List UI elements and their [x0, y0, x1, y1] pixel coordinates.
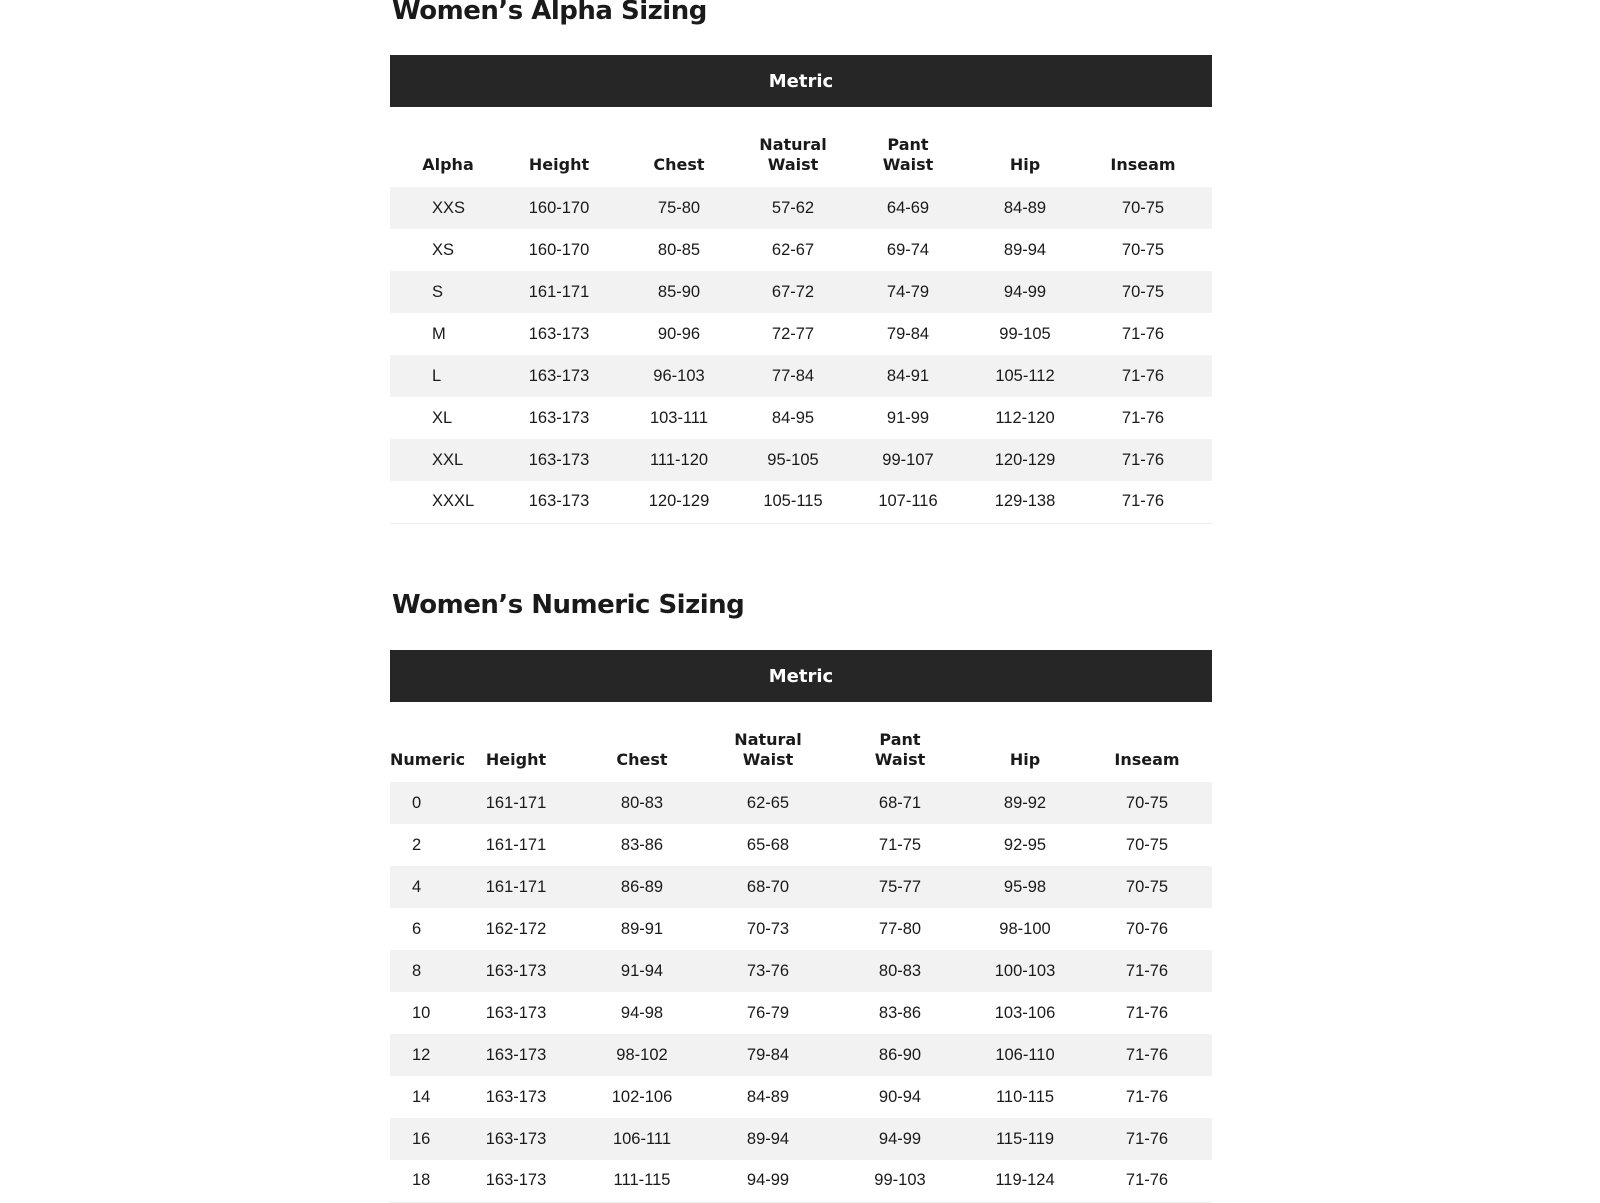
- alpha-table-row: [390, 313, 1212, 355]
- numeric-cell-inseam: 71-76: [1082, 1034, 1212, 1076]
- alpha-column-header-natural-waist: Natural Waist: [759, 135, 827, 174]
- numeric-cell-numeric: 4: [390, 866, 452, 908]
- alpha-cell-chest: 103-111: [612, 397, 746, 439]
- alpha-cell-inseam: 70-75: [1074, 229, 1212, 271]
- numeric-cell-hip: 119-124: [968, 1160, 1082, 1202]
- numeric-table-header: [390, 702, 1212, 782]
- numeric-cell-hip: 106-110: [968, 1034, 1082, 1076]
- numeric-cell-numeric: 0: [390, 782, 452, 824]
- numeric-table-row: [390, 950, 1212, 992]
- numeric-cell-chest: 83-86: [580, 824, 704, 866]
- alpha-column-header-pant-waist: Pant Waist: [882, 135, 934, 174]
- numeric-cell-natural-waist: 89-94: [704, 1118, 832, 1160]
- numeric-cell-hip: 89-92: [968, 782, 1082, 824]
- alpha-cell-inseam: 71-76: [1074, 313, 1212, 355]
- numeric-cell-height: 162-172: [452, 908, 580, 950]
- alpha-cell-pant-waist: 69-74: [840, 229, 976, 271]
- numeric-cell-hip: 110-115: [968, 1076, 1082, 1118]
- numeric-sizing-title: Women’s Numeric Sizing: [392, 590, 745, 620]
- numeric-cell-height: 163-173: [452, 1118, 580, 1160]
- numeric-cell-height: 161-171: [452, 824, 580, 866]
- numeric-cell-inseam: 71-76: [1082, 1160, 1212, 1202]
- numeric-cell-numeric: 12: [390, 1034, 452, 1076]
- alpha-column-header-chest: Chest: [653, 155, 705, 174]
- alpha-column-header-hip: Hip: [1009, 155, 1041, 174]
- alpha-cell-natural-waist: 72-77: [746, 313, 840, 355]
- alpha-cell-chest: 75-80: [612, 187, 746, 229]
- numeric-cell-natural-waist: 73-76: [704, 950, 832, 992]
- numeric-cell-natural-waist: 62-65: [704, 782, 832, 824]
- numeric-cell-numeric: 16: [390, 1118, 452, 1160]
- numeric-cell-natural-waist: 65-68: [704, 824, 832, 866]
- numeric-table-row: [390, 782, 1212, 824]
- numeric-cell-height: 163-173: [452, 950, 580, 992]
- alpha-column-header-height: Height: [528, 155, 590, 174]
- numeric-cell-pant-waist: 77-80: [832, 908, 968, 950]
- alpha-table-header: [390, 107, 1212, 187]
- alpha-cell-alpha: XL: [390, 397, 506, 439]
- alpha-cell-natural-waist: 95-105: [746, 439, 840, 481]
- alpha-cell-alpha: XXS: [390, 187, 506, 229]
- alpha-cell-hip: 84-89: [976, 187, 1074, 229]
- alpha-sizing-table-block: [390, 55, 1212, 524]
- alpha-cell-chest: 85-90: [612, 271, 746, 313]
- numeric-cell-inseam: 71-76: [1082, 950, 1212, 992]
- numeric-cell-natural-waist: 76-79: [704, 992, 832, 1034]
- numeric-cell-hip: 103-106: [968, 992, 1082, 1034]
- numeric-cell-pant-waist: 80-83: [832, 950, 968, 992]
- alpha-metric-header-bar: Metric: [390, 55, 1212, 107]
- alpha-cell-height: 160-170: [506, 229, 612, 271]
- numeric-cell-height: 161-171: [452, 782, 580, 824]
- alpha-cell-pant-waist: 91-99: [840, 397, 976, 439]
- alpha-table-body: [390, 187, 1212, 523]
- numeric-cell-natural-waist: 84-89: [704, 1076, 832, 1118]
- numeric-cell-hip: 95-98: [968, 866, 1082, 908]
- alpha-cell-pant-waist: 84-91: [840, 355, 976, 397]
- numeric-cell-numeric: 8: [390, 950, 452, 992]
- alpha-cell-height: 163-173: [506, 313, 612, 355]
- alpha-cell-pant-waist: 64-69: [840, 187, 976, 229]
- numeric-column-header-hip: Hip: [1009, 750, 1041, 769]
- alpha-sizing-title: Women’s Alpha Sizing: [392, 0, 707, 26]
- alpha-table-row: [390, 271, 1212, 313]
- numeric-cell-pant-waist: 99-103: [832, 1160, 968, 1202]
- numeric-table-row: [390, 992, 1212, 1034]
- alpha-cell-chest: 111-120: [612, 439, 746, 481]
- numeric-metric-header-bar: Metric: [390, 650, 1212, 702]
- alpha-cell-chest: 80-85: [612, 229, 746, 271]
- alpha-cell-natural-waist: 84-95: [746, 397, 840, 439]
- numeric-cell-natural-waist: 70-73: [704, 908, 832, 950]
- alpha-cell-height: 161-171: [506, 271, 612, 313]
- numeric-column-header-height: Height: [485, 750, 547, 769]
- numeric-sizing-table-block: [390, 650, 1212, 1203]
- numeric-cell-hip: 115-119: [968, 1118, 1082, 1160]
- numeric-cell-height: 163-173: [452, 1034, 580, 1076]
- numeric-cell-inseam: 71-76: [1082, 992, 1212, 1034]
- alpha-cell-hip: 89-94: [976, 229, 1074, 271]
- numeric-table-row: [390, 1160, 1212, 1202]
- numeric-cell-hip: 98-100: [968, 908, 1082, 950]
- numeric-cell-chest: 80-83: [580, 782, 704, 824]
- alpha-cell-inseam: 70-75: [1074, 187, 1212, 229]
- alpha-cell-pant-waist: 74-79: [840, 271, 976, 313]
- numeric-cell-numeric: 6: [390, 908, 452, 950]
- numeric-cell-pant-waist: 75-77: [832, 866, 968, 908]
- numeric-cell-chest: 86-89: [580, 866, 704, 908]
- numeric-cell-numeric: 14: [390, 1076, 452, 1118]
- alpha-cell-height: 163-173: [506, 397, 612, 439]
- alpha-table-row: [390, 355, 1212, 397]
- alpha-cell-inseam: 70-75: [1074, 271, 1212, 313]
- numeric-cell-chest: 106-111: [580, 1118, 704, 1160]
- numeric-cell-numeric: 10: [390, 992, 452, 1034]
- alpha-table-row: [390, 439, 1212, 481]
- numeric-cell-inseam: 70-75: [1082, 866, 1212, 908]
- numeric-table-row: [390, 908, 1212, 950]
- numeric-column-header-pant-waist: Pant Waist: [874, 730, 926, 769]
- alpha-cell-natural-waist: 77-84: [746, 355, 840, 397]
- numeric-column-header-natural-waist: Natural Waist: [734, 730, 802, 769]
- alpha-cell-height: 163-173: [506, 355, 612, 397]
- alpha-cell-hip: 94-99: [976, 271, 1074, 313]
- alpha-cell-pant-waist: 79-84: [840, 313, 976, 355]
- numeric-cell-inseam: 70-75: [1082, 782, 1212, 824]
- alpha-cell-chest: 96-103: [612, 355, 746, 397]
- numeric-table-body: [390, 782, 1212, 1202]
- alpha-cell-height: 163-173: [506, 481, 612, 523]
- alpha-column-header-inseam: Inseam: [1110, 155, 1176, 174]
- numeric-column-header-numeric: Numeric: [390, 750, 466, 769]
- numeric-cell-chest: 91-94: [580, 950, 704, 992]
- alpha-cell-hip: 112-120: [976, 397, 1074, 439]
- alpha-cell-hip: 99-105: [976, 313, 1074, 355]
- alpha-cell-height: 163-173: [506, 439, 612, 481]
- alpha-cell-hip: 105-112: [976, 355, 1074, 397]
- numeric-cell-pant-waist: 86-90: [832, 1034, 968, 1076]
- alpha-cell-chest: 120-129: [612, 481, 746, 523]
- numeric-cell-height: 163-173: [452, 1160, 580, 1202]
- numeric-table-row: [390, 1118, 1212, 1160]
- alpha-cell-natural-waist: 57-62: [746, 187, 840, 229]
- alpha-cell-natural-waist: 62-67: [746, 229, 840, 271]
- numeric-cell-height: 163-173: [452, 1076, 580, 1118]
- numeric-cell-pant-waist: 90-94: [832, 1076, 968, 1118]
- numeric-cell-inseam: 70-75: [1082, 824, 1212, 866]
- numeric-cell-inseam: 71-76: [1082, 1076, 1212, 1118]
- alpha-cell-alpha: M: [390, 313, 506, 355]
- numeric-cell-inseam: 70-76: [1082, 908, 1212, 950]
- numeric-cell-chest: 111-115: [580, 1160, 704, 1202]
- numeric-column-header-chest: Chest: [616, 750, 668, 769]
- numeric-cell-pant-waist: 83-86: [832, 992, 968, 1034]
- numeric-cell-hip: 92-95: [968, 824, 1082, 866]
- alpha-table-row: [390, 481, 1212, 523]
- numeric-cell-natural-waist: 94-99: [704, 1160, 832, 1202]
- numeric-cell-height: 163-173: [452, 992, 580, 1034]
- numeric-table-row: [390, 866, 1212, 908]
- numeric-cell-chest: 94-98: [580, 992, 704, 1034]
- alpha-cell-alpha: XXXL: [390, 481, 506, 523]
- alpha-cell-natural-waist: 105-115: [746, 481, 840, 523]
- alpha-cell-natural-waist: 67-72: [746, 271, 840, 313]
- alpha-cell-inseam: 71-76: [1074, 397, 1212, 439]
- numeric-sizing-table: [390, 702, 1212, 1203]
- alpha-cell-inseam: 71-76: [1074, 481, 1212, 523]
- numeric-cell-inseam: 71-76: [1082, 1118, 1212, 1160]
- alpha-cell-alpha: XXL: [390, 439, 506, 481]
- numeric-cell-pant-waist: 94-99: [832, 1118, 968, 1160]
- alpha-cell-height: 160-170: [506, 187, 612, 229]
- numeric-cell-chest: 102-106: [580, 1076, 704, 1118]
- alpha-cell-alpha: S: [390, 271, 506, 313]
- alpha-cell-hip: 129-138: [976, 481, 1074, 523]
- alpha-cell-hip: 120-129: [976, 439, 1074, 481]
- numeric-cell-pant-waist: 68-71: [832, 782, 968, 824]
- alpha-table-row: [390, 397, 1212, 439]
- alpha-cell-chest: 90-96: [612, 313, 746, 355]
- numeric-cell-height: 161-171: [452, 866, 580, 908]
- numeric-cell-chest: 89-91: [580, 908, 704, 950]
- alpha-cell-inseam: 71-76: [1074, 355, 1212, 397]
- alpha-cell-pant-waist: 107-116: [840, 481, 976, 523]
- numeric-cell-natural-waist: 79-84: [704, 1034, 832, 1076]
- alpha-column-header-alpha: Alpha: [422, 155, 474, 174]
- numeric-cell-natural-waist: 68-70: [704, 866, 832, 908]
- numeric-table-row: [390, 1034, 1212, 1076]
- alpha-sizing-table: [390, 107, 1212, 524]
- numeric-cell-chest: 98-102: [580, 1034, 704, 1076]
- alpha-table-row: [390, 229, 1212, 271]
- alpha-cell-inseam: 71-76: [1074, 439, 1212, 481]
- alpha-cell-alpha: XS: [390, 229, 506, 271]
- numeric-cell-hip: 100-103: [968, 950, 1082, 992]
- numeric-table-row: [390, 824, 1212, 866]
- alpha-cell-alpha: L: [390, 355, 506, 397]
- numeric-column-header-inseam: Inseam: [1114, 750, 1180, 769]
- numeric-cell-pant-waist: 71-75: [832, 824, 968, 866]
- numeric-table-row: [390, 1076, 1212, 1118]
- alpha-table-row: [390, 187, 1212, 229]
- numeric-cell-numeric: 2: [390, 824, 452, 866]
- numeric-cell-numeric: 18: [390, 1160, 452, 1202]
- alpha-cell-pant-waist: 99-107: [840, 439, 976, 481]
